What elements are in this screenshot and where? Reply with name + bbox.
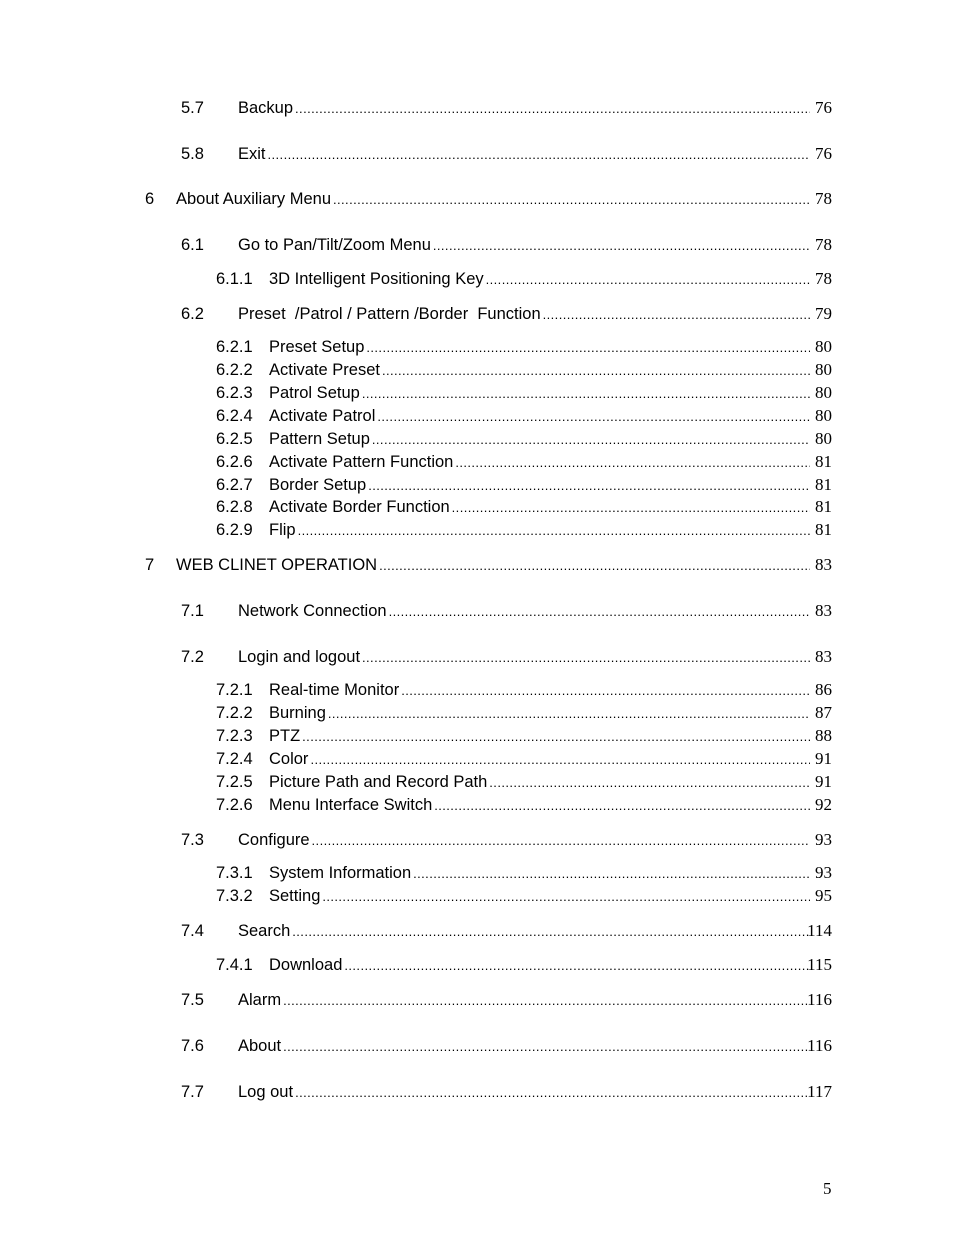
toc-entry-title: System Information — [269, 864, 412, 882]
toc-entry-title-leader — [269, 358, 810, 382]
toc-entry-page: 78 — [815, 269, 832, 288]
toc-entry-page: 114 — [807, 921, 832, 940]
toc-entry[interactable] — [0, 233, 954, 257]
dot-leader — [326, 706, 810, 721]
toc-entry[interactable] — [0, 427, 954, 451]
toc-entry-number: 7.2.6 — [216, 796, 253, 814]
toc-entry-page: 116 — [807, 1036, 832, 1055]
toc-entry-title: Picture Path and Record Path — [269, 773, 488, 791]
toc-entry-page: 81 — [815, 452, 832, 471]
toc-entry-page: 78 — [815, 189, 832, 208]
dot-leader — [399, 683, 810, 698]
toc-entry-page: 92 — [815, 795, 832, 814]
toc-entry-number: 6.2 — [181, 305, 204, 323]
toc-entry[interactable] — [0, 953, 954, 977]
toc-entry-title-leader — [269, 427, 810, 451]
toc-entry-title: About — [238, 1037, 282, 1055]
toc-entry[interactable] — [0, 495, 954, 519]
dot-leader — [360, 386, 810, 401]
dot-leader — [308, 752, 810, 767]
toc-entry[interactable] — [0, 828, 954, 852]
footer-page-number: 5 — [823, 1179, 832, 1198]
toc-entry[interactable] — [0, 96, 954, 120]
dot-leader — [375, 409, 810, 424]
dot-leader — [431, 238, 810, 253]
toc-entry-page: 88 — [815, 726, 832, 745]
toc-entry-title-leader — [269, 335, 810, 359]
toc-entry-page: 95 — [815, 886, 832, 905]
dot-leader — [484, 272, 810, 287]
dot-leader — [342, 958, 810, 973]
toc-entry-title: Download — [269, 956, 343, 974]
toc-entry[interactable] — [0, 267, 954, 291]
toc-entry-title-leader — [269, 884, 810, 908]
toc-entry-title: Preset Setup — [269, 338, 365, 356]
toc-entry-page: 80 — [815, 429, 832, 448]
toc-entry-title: 3D Intelligent Positioning Key — [269, 270, 484, 288]
toc-entry-title: Activate Preset — [269, 361, 380, 379]
toc-entry-title: Real-time Monitor — [269, 681, 400, 699]
toc-entry-page: 80 — [815, 383, 832, 402]
dot-leader — [331, 192, 810, 207]
toc-entry[interactable] — [0, 450, 954, 474]
toc-entry[interactable] — [0, 861, 954, 885]
toc-entry-title-leader — [238, 988, 810, 1012]
toc-entry-title-leader — [269, 381, 810, 405]
toc-entry-title-leader — [269, 861, 810, 885]
toc-entry-number: 7.2.3 — [216, 727, 253, 745]
dot-leader — [450, 500, 810, 515]
toc-entry-number: 6.2.2 — [216, 361, 253, 379]
toc-entry-title: Activate Pattern Function — [269, 453, 454, 471]
toc-entry-page: 93 — [815, 863, 832, 882]
toc-entry-title: Flip — [269, 521, 296, 539]
toc-entry-page: 81 — [815, 497, 832, 516]
toc-entry-page: 87 — [815, 703, 832, 722]
toc-entry-title: Border Setup — [269, 476, 367, 494]
dot-leader — [377, 558, 810, 573]
toc-entry-title-leader — [269, 450, 810, 474]
dot-leader — [281, 993, 810, 1008]
toc-entry[interactable] — [0, 404, 954, 428]
toc-entry[interactable] — [0, 473, 954, 497]
toc-entry-title-leader — [269, 267, 810, 291]
toc-entry-page: 81 — [815, 520, 832, 539]
dot-leader — [364, 340, 810, 355]
toc-entry-title: Color — [269, 750, 309, 768]
toc-entry-title: Preset /Patrol / Pattern /Border Function — [238, 305, 541, 323]
toc-entry[interactable] — [0, 599, 954, 623]
toc-entry[interactable] — [0, 142, 954, 166]
toc-entry-title: Log out — [238, 1083, 294, 1101]
toc-entry-title-leader — [269, 495, 810, 519]
toc-entry[interactable] — [0, 884, 954, 908]
toc-entry-title: Go to Pan/Tilt/Zoom Menu — [238, 236, 431, 254]
toc-entry-title: Alarm — [238, 991, 282, 1009]
toc-entry-number: 5.8 — [181, 145, 204, 163]
toc-entry-page: 83 — [815, 601, 832, 620]
dot-leader — [281, 1039, 810, 1054]
dot-leader — [293, 1085, 810, 1100]
toc-entry-number: 7.3 — [181, 831, 204, 849]
toc-entry-number: 7 — [145, 556, 155, 574]
toc-entry[interactable] — [0, 747, 954, 771]
dot-leader — [320, 889, 810, 904]
toc-entry-number: 7.6 — [181, 1037, 204, 1055]
toc-entry-title: Exit — [238, 145, 266, 163]
toc-entry-number: 6.2.8 — [216, 498, 253, 516]
toc-entry[interactable] — [0, 358, 954, 382]
toc-entry-title: Configure — [238, 831, 310, 849]
toc-entry-page: 79 — [815, 304, 832, 323]
dot-leader — [387, 604, 810, 619]
toc-entry-title-leader — [176, 553, 810, 577]
toc-entry-title: Activate Border Function — [269, 498, 450, 516]
toc-entry[interactable] — [0, 988, 954, 1012]
toc-entry-title-leader — [238, 233, 810, 257]
toc-entry-title: Setting — [269, 887, 321, 905]
toc-entry-title-leader — [269, 473, 810, 497]
toc-entry-title: Login and logout — [238, 648, 361, 666]
toc-entry-page: 91 — [815, 772, 832, 791]
toc-entry-title: Backup — [238, 99, 294, 117]
toc-entry-title-leader — [238, 599, 810, 623]
toc-entry[interactable] — [0, 381, 954, 405]
toc-entry-page: 117 — [807, 1082, 832, 1101]
toc-entry-title-leader — [269, 793, 810, 817]
toc-entry-page: 91 — [815, 749, 832, 768]
toc-entry[interactable] — [0, 1080, 954, 1104]
toc-entry-number: 6 — [145, 190, 155, 208]
dot-leader — [300, 729, 810, 744]
toc-entry-title: Activate Patrol — [269, 407, 376, 425]
toc-entry-number: 7.3.2 — [216, 887, 253, 905]
toc-entry[interactable] — [0, 518, 954, 542]
toc-entry-number: 6.2.1 — [216, 338, 253, 356]
toc-entry-title: WEB CLINET OPERATION — [176, 556, 378, 574]
toc-entry-title-leader — [238, 645, 810, 669]
toc-entry-number: 7.7 — [181, 1083, 204, 1101]
toc-entry[interactable] — [0, 553, 954, 577]
toc-entry-title-leader — [269, 770, 810, 794]
toc-entry[interactable] — [0, 335, 954, 359]
toc-entry-title-leader — [269, 747, 810, 771]
dot-leader — [266, 147, 810, 162]
toc-entry-page: 83 — [815, 647, 832, 666]
toc-entry-title: Patrol Setup — [269, 384, 360, 402]
toc-entry[interactable] — [0, 724, 954, 748]
toc-entry[interactable] — [0, 645, 954, 669]
toc-entry-number: 7.4 — [181, 922, 204, 940]
dot-leader — [293, 101, 810, 116]
toc-entry-page: 76 — [815, 144, 832, 163]
dot-leader — [296, 523, 810, 538]
dot-leader — [432, 798, 810, 813]
toc-entry-number: 7.2.5 — [216, 773, 253, 791]
toc-entry-title: PTZ — [269, 727, 301, 745]
toc-entry-page: 76 — [815, 98, 832, 117]
toc-entry[interactable] — [0, 770, 954, 794]
toc-entry-number: 5.7 — [181, 99, 204, 117]
toc-entry-title-leader — [269, 678, 810, 702]
toc-entry-page: 83 — [815, 555, 832, 574]
toc-entry[interactable] — [0, 701, 954, 725]
dot-leader — [453, 455, 810, 470]
toc-entry-title-leader — [238, 1080, 810, 1104]
toc-entry-number: 7.2 — [181, 648, 204, 666]
toc-entry-page: 81 — [815, 475, 832, 494]
dot-leader — [310, 833, 810, 848]
toc-entry[interactable] — [0, 1034, 954, 1058]
toc-entry-page: 86 — [815, 680, 832, 699]
toc-entry-title: About Auxiliary Menu — [176, 190, 332, 208]
toc-entry-number: 7.2.2 — [216, 704, 253, 722]
toc-entry-title: Burning — [269, 704, 326, 722]
toc-entry-number: 7.2.4 — [216, 750, 253, 768]
toc-entry-number: 7.5 — [181, 991, 204, 1009]
toc-entry-title: Search — [238, 922, 291, 940]
dot-leader — [487, 775, 810, 790]
dot-leader — [366, 478, 810, 493]
dot-leader — [380, 363, 810, 378]
toc-entry-number: 6.2.7 — [216, 476, 253, 494]
toc-entry-title-leader — [269, 518, 810, 542]
toc-entry-title: Pattern Setup — [269, 430, 370, 448]
toc-entry-number: 6.1 — [181, 236, 204, 254]
dot-leader — [541, 307, 810, 322]
toc-entry[interactable] — [0, 302, 954, 326]
toc-entry-number: 6.2.6 — [216, 453, 253, 471]
dot-leader — [370, 432, 810, 447]
toc-entry-number: 6.2.9 — [216, 521, 253, 539]
toc-entry-title-leader — [269, 724, 810, 748]
toc-entry[interactable] — [0, 793, 954, 817]
toc-entry-title-leader — [176, 187, 810, 211]
toc-entry-title-leader — [269, 701, 810, 725]
toc-entry-page: 116 — [807, 990, 832, 1009]
toc-entry-number: 6.2.4 — [216, 407, 253, 425]
toc-entry-number: 6.1.1 — [216, 270, 253, 288]
toc-entry[interactable] — [0, 678, 954, 702]
toc-entry-page: 93 — [815, 830, 832, 849]
toc-entry[interactable] — [0, 919, 954, 943]
toc-entry-title-leader — [238, 96, 810, 120]
toc-entry-title-leader — [238, 1034, 810, 1058]
toc-entry-page: 80 — [815, 360, 832, 379]
toc-entry-number: 7.3.1 — [216, 864, 253, 882]
dot-leader — [290, 924, 810, 939]
toc-entry-number: 6.2.3 — [216, 384, 253, 402]
dot-leader — [411, 866, 810, 881]
toc-entry-number: 7.4.1 — [216, 956, 253, 974]
toc-entry-number: 7.1 — [181, 602, 204, 620]
toc-entry-number: 6.2.5 — [216, 430, 253, 448]
toc-entry-title-leader — [269, 953, 810, 977]
toc-entry-page: 115 — [807, 955, 832, 974]
toc-entry-title-leader — [269, 404, 810, 428]
toc-entry[interactable] — [0, 187, 954, 211]
toc-entry-title-leader — [238, 828, 810, 852]
toc-entry-title-leader — [238, 919, 810, 943]
toc-entry-page: 78 — [815, 235, 832, 254]
toc-entry-title-leader — [238, 302, 810, 326]
toc-entry-title: Menu Interface Switch — [269, 796, 433, 814]
dot-leader — [360, 650, 810, 665]
toc-entry-title: Network Connection — [238, 602, 387, 620]
toc-entry-page: 80 — [815, 406, 832, 425]
toc-entry-title-leader — [238, 142, 810, 166]
toc-entry-number: 7.2.1 — [216, 681, 253, 699]
toc-entry-page: 80 — [815, 337, 832, 356]
